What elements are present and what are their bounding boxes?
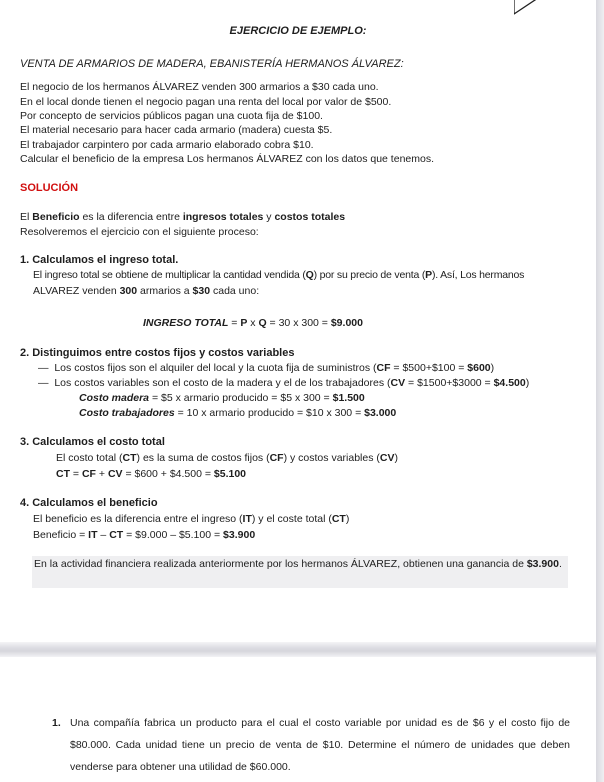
term-ingresos: ingresos totales — [182, 211, 264, 223]
var-cf: CF — [81, 468, 96, 480]
total-cost-formula — [56, 468, 246, 481]
page-title: EJERCICIO DE EJEMPLO: — [229, 25, 367, 37]
wood-result: $1.500 — [332, 392, 365, 404]
text: = $5 x armario producido = $5 x 300 = — [149, 392, 333, 404]
term-costos: costos totales — [274, 211, 346, 223]
text: ) y el coste total ( — [251, 513, 332, 525]
text: armarios a — [137, 285, 193, 297]
text: = $1500+$3000 = — [405, 377, 494, 389]
var-cf: CF — [269, 452, 284, 464]
var-p: P — [425, 269, 432, 281]
var-q: Q — [305, 269, 314, 281]
fixed-result: $600 — [467, 362, 491, 374]
quantity: 300 — [119, 285, 138, 297]
wood-cost-line — [79, 392, 365, 405]
labor-cost-line — [79, 407, 396, 420]
var-it: IT — [242, 513, 252, 525]
text: = $600 + $4.500 = — [122, 468, 214, 480]
triangle-shape-icon — [514, 0, 554, 20]
step3-line1 — [56, 452, 398, 465]
statement-line: El trabajador carpintero por cada armario elaborado cobra $10. — [20, 139, 314, 151]
text: ) — [490, 362, 495, 374]
text: = 10 x armario producido = $10 x 300 = — [174, 407, 365, 419]
intro-definition — [20, 211, 345, 224]
formula-label: INGRESO TOTAL — [143, 317, 229, 329]
var-cf: CF — [376, 362, 391, 374]
var-q: Q — [258, 317, 267, 329]
statement-line: El negocio de los hermanos ÁLVAREZ venden 300 armarios a $30 cada uno. — [20, 81, 379, 93]
var-p: P — [240, 317, 248, 329]
step2-heading: 2. Distinguimos entre costos fijos y costos variables — [20, 347, 295, 359]
income-formula — [143, 317, 363, 330]
text: ALVAREZ venden — [33, 285, 120, 297]
text: ) — [394, 452, 398, 464]
text: Beneficio = — [33, 529, 89, 541]
var-cv: CV — [379, 452, 395, 464]
text: es la diferencia entre — [79, 211, 183, 223]
income-result: $9.000 — [330, 317, 363, 329]
statement-line: Calcular el beneficio de la empresa Los hermanos ÁLVAREZ con los datos que tenemos. — [20, 153, 435, 165]
text: El — [20, 211, 33, 223]
text: ) y costos variables ( — [283, 452, 380, 464]
text: El costo total ( — [56, 452, 123, 464]
text: Los costos fijos son el alquiler del local y la cuota fija de suministros ( — [54, 362, 377, 374]
dash-bullet: — — [38, 377, 49, 389]
statement-line: El material necesario para hacer cada armario (madera) cuesta $5. — [20, 124, 333, 136]
scrollbar-track[interactable] — [596, 0, 604, 782]
term-beneficio: Beneficio — [32, 211, 80, 223]
step4-line1 — [33, 513, 349, 526]
price: $30 — [192, 285, 211, 297]
text: . — [558, 558, 562, 570]
exercise-number: 1. — [52, 717, 61, 729]
statement-line: En el local donde tienen el negocio pagan una renta del local por valor de $500. — [20, 96, 392, 108]
var-it: IT — [88, 529, 98, 541]
profit-result: $3.900 — [223, 529, 256, 541]
text: = — [70, 468, 82, 480]
solution-heading: SOLUCIÓN — [20, 182, 79, 194]
conclusion-text: En la actividad financiera realizada anteriormente por los hermanos ÁLVAREZ, obtienen una ganancia de — [34, 558, 527, 570]
page-separator — [0, 642, 596, 657]
var-cv: CV — [390, 377, 406, 389]
text: = $9.000 – $5.100 = — [123, 529, 224, 541]
var-ct: CT — [109, 529, 124, 541]
variable-costs-line — [38, 377, 529, 390]
text: – — [97, 529, 110, 541]
fixed-costs-line — [38, 362, 494, 375]
exercise-subtitle: VENTA DE ARMARIOS DE MADERA, EBANISTERÍA HERMANOS ÁLVAREZ: — [20, 58, 404, 70]
dash-bullet: — — [38, 362, 49, 374]
text: ) es la suma de costos fijos ( — [136, 452, 270, 464]
conclusion-highlight — [32, 556, 568, 588]
text: y — [263, 211, 275, 223]
step3-heading: 3. Calculamos el costo total — [20, 436, 165, 448]
text: = — [228, 317, 241, 329]
text: x — [247, 317, 259, 329]
step1-heading: 1. Calculamos el ingreso total. — [20, 254, 179, 266]
text: Los costos variables son el costo de la madera y el de los trabajadores ( — [54, 377, 391, 389]
total-cost-result: $5.100 — [213, 468, 247, 480]
text: ). Así, Los hermanos — [431, 269, 525, 281]
exercise-text: Una compañía fabrica un producto para el cual el costo variable por unidad es de $6 y el costo fijo de $80.000. Cada unidad tiene un precio de venta de $10. Determine el número de unidades que deben venderse para obtener una utilidad de $60.000. — [70, 717, 570, 773]
text: ) por su precio de venta ( — [313, 269, 426, 281]
labor-label: Costo trabajadores — [79, 407, 175, 419]
text: El beneficio es la diferencia entre el ingreso ( — [33, 513, 243, 525]
text: cada uno: — [210, 285, 260, 297]
text: El ingreso total se obtiene de multiplicar la cantidad vendida ( — [33, 269, 306, 281]
text: + — [95, 468, 108, 480]
step1-line1 — [33, 269, 524, 282]
wood-label: Costo madera — [79, 392, 150, 404]
var-ct: CT — [56, 468, 70, 480]
text: = $500+$100 = — [390, 362, 468, 374]
var-cv: CV — [107, 468, 123, 480]
var-ct: CT — [331, 513, 346, 525]
var-ct: CT — [122, 452, 137, 464]
step4-heading: 4. Calculamos el beneficio — [20, 497, 158, 509]
step1-line2 — [33, 285, 259, 298]
text: ) — [525, 377, 530, 389]
variable-result: $4.500 — [493, 377, 526, 389]
statement-line: Por concepto de servicios públicos pagan una cuota fija de $100. — [20, 110, 323, 122]
conclusion-amount: $3.900 — [526, 558, 559, 570]
profit-formula — [33, 529, 255, 542]
labor-result: $3.000 — [364, 407, 397, 419]
intro-process: Resolveremos el ejercicio con el siguiente proceso: — [20, 226, 259, 238]
text: = 30 x 300 = — [266, 317, 331, 329]
text: ) — [345, 513, 350, 525]
